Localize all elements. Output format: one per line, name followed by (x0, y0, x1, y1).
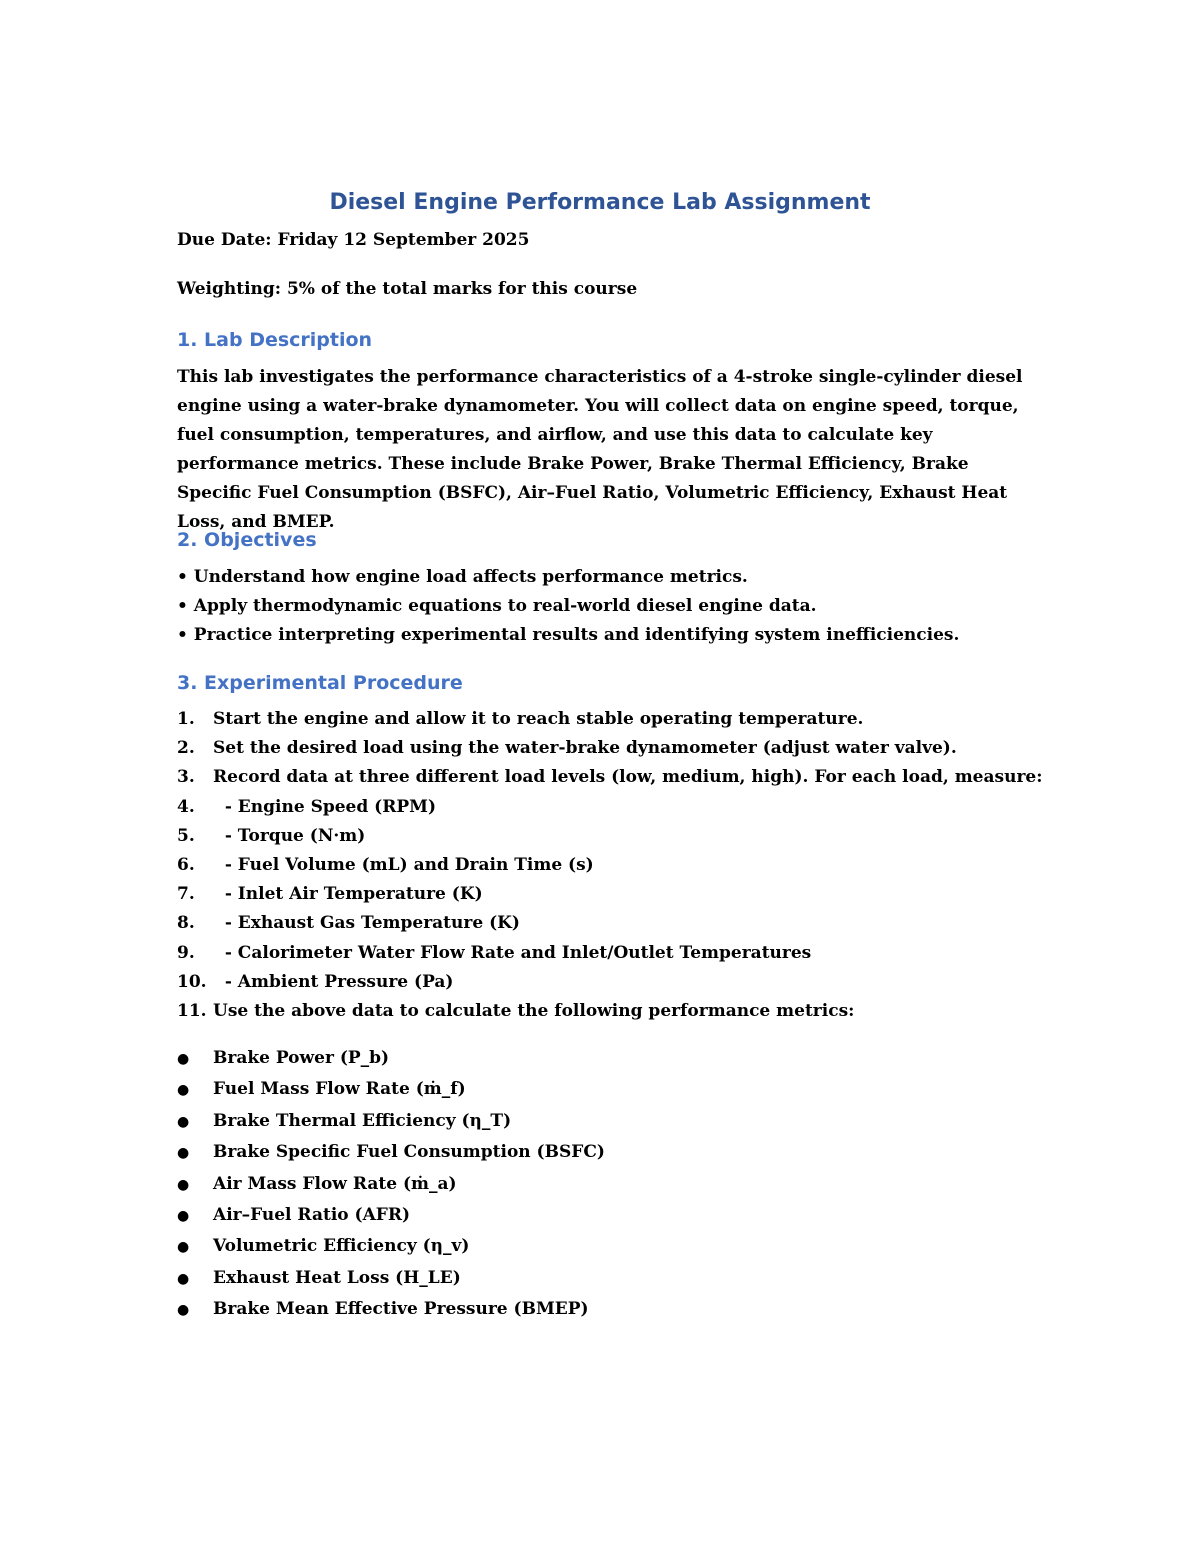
procedure-step (177, 997, 1043, 1026)
lab-description-paragraph: This lab investigates the performance characteristics of a 4-stroke single-cylinder diesel engine using a water-brake dynamometer. You will collect data on engine speed, torque, fuel consumption, temperatures, and airflow, and use this data to calculate key performance metrics. These include Brake Power, Brake Thermal Efficiency, Brake Specific Fuel Consumption (BSFC), Air–Fuel Ratio, Volumetric Efficiency, Exhaust Heat Loss, and BMEP. (177, 367, 1023, 532)
metric-text: Fuel Mass Flow Rate (ṁ_f) (213, 1079, 466, 1100)
step-number: 1. (177, 709, 195, 729)
metric-item (177, 1263, 605, 1294)
step-text: Record data at three different load levels (low, medium, high). For each load, measure: (213, 767, 1043, 788)
objective-item: • Practice interpreting experimental results and identifying system inefficiencies. (177, 625, 960, 646)
step-number: 10. (177, 971, 207, 992)
procedure-steps-list (177, 705, 1043, 1026)
metric-text: Brake Thermal Efficiency (η_T) (213, 1110, 512, 1131)
step-number: 6. (177, 855, 195, 876)
metric-text: Air Mass Flow Rate (ṁ_a) (213, 1173, 457, 1194)
metric-text: Brake Mean Effective Pressure (BMEP) (213, 1299, 589, 1320)
section-heading-objectives: 2. Objectives (177, 529, 317, 551)
procedure-step (177, 763, 1043, 792)
bullet-icon: ● (177, 1208, 190, 1225)
bullet-icon: ● (177, 1239, 190, 1256)
objective-item: • Understand how engine load affects performance metrics. (177, 567, 748, 587)
weighting: Weighting: 5% of the total marks for this course (177, 279, 638, 299)
step-text: - Fuel Volume (mL) and Drain Time (s) (213, 855, 594, 876)
section-heading-lab-description: 1. Lab Description (177, 329, 373, 351)
objective-item: • Apply thermodynamic equations to real-world diesel engine data. (177, 596, 817, 617)
procedure-step (177, 822, 1043, 851)
metric-item (177, 1043, 605, 1074)
bullet-icon: ● (177, 1113, 190, 1130)
procedure-step (177, 939, 1043, 968)
metric-text: Exhaust Heat Loss (H_LE) (213, 1267, 461, 1288)
metric-item (177, 1074, 605, 1105)
metric-text: Volumetric Efficiency (η_v) (213, 1236, 470, 1257)
step-text: - Exhaust Gas Temperature (K) (213, 913, 520, 934)
section-heading-procedure: 3. Experimental Procedure (177, 672, 463, 694)
step-text: - Engine Speed (RPM) (213, 796, 436, 817)
procedure-step (177, 968, 1043, 997)
metric-text: Brake Power (P_b) (213, 1048, 390, 1068)
metric-text: Air–Fuel Ratio (AFR) (213, 1205, 411, 1226)
bullet-icon: ● (177, 1270, 190, 1287)
step-number: 2. (177, 738, 195, 759)
procedure-step (177, 851, 1043, 880)
step-number: 4. (177, 796, 195, 817)
objectives-list (177, 563, 959, 651)
step-text: - Calorimeter Water Flow Rate and Inlet/Outlet Temperatures (213, 942, 812, 963)
due-date: Due Date: Friday 12 September 2025 (177, 230, 530, 250)
step-number: 9. (177, 942, 195, 963)
bullet-icon: ● (177, 1145, 190, 1162)
procedure-step (177, 705, 1043, 734)
metric-item (177, 1200, 605, 1231)
document-title: Diesel Engine Performance Lab Assignment (329, 190, 871, 215)
bullet-icon: ● (177, 1051, 190, 1067)
bullet-icon: ● (177, 1302, 190, 1319)
step-text: Use the above data to calculate the following performance metrics: (213, 1001, 855, 1022)
procedure-step (177, 734, 1043, 763)
metric-item (177, 1231, 605, 1262)
step-number: 8. (177, 913, 195, 934)
step-text: Set the desired load using the water-brake dynamometer (adjust water valve). (213, 738, 957, 759)
step-text: - Ambient Pressure (Pa) (213, 971, 454, 992)
bullet-icon: ● (177, 1082, 190, 1099)
metric-item (177, 1294, 605, 1325)
procedure-step (177, 880, 1043, 909)
step-number: 3. (177, 767, 195, 788)
step-number: 7. (177, 884, 195, 905)
step-text: - Inlet Air Temperature (K) (213, 884, 483, 905)
step-text: - Torque (N·m) (213, 825, 366, 846)
procedure-step (177, 793, 1043, 822)
step-number: 5. (177, 825, 195, 846)
procedure-step (177, 909, 1043, 938)
metrics-list (177, 1043, 605, 1326)
metric-item (177, 1169, 605, 1200)
step-number: 11. (177, 1001, 207, 1022)
metric-item (177, 1106, 605, 1137)
metric-item (177, 1137, 605, 1168)
metric-text: Brake Specific Fuel Consumption (BSFC) (213, 1142, 605, 1163)
step-text: Start the engine and allow it to reach stable operating temperature. (213, 709, 864, 729)
bullet-icon: ● (177, 1176, 190, 1193)
